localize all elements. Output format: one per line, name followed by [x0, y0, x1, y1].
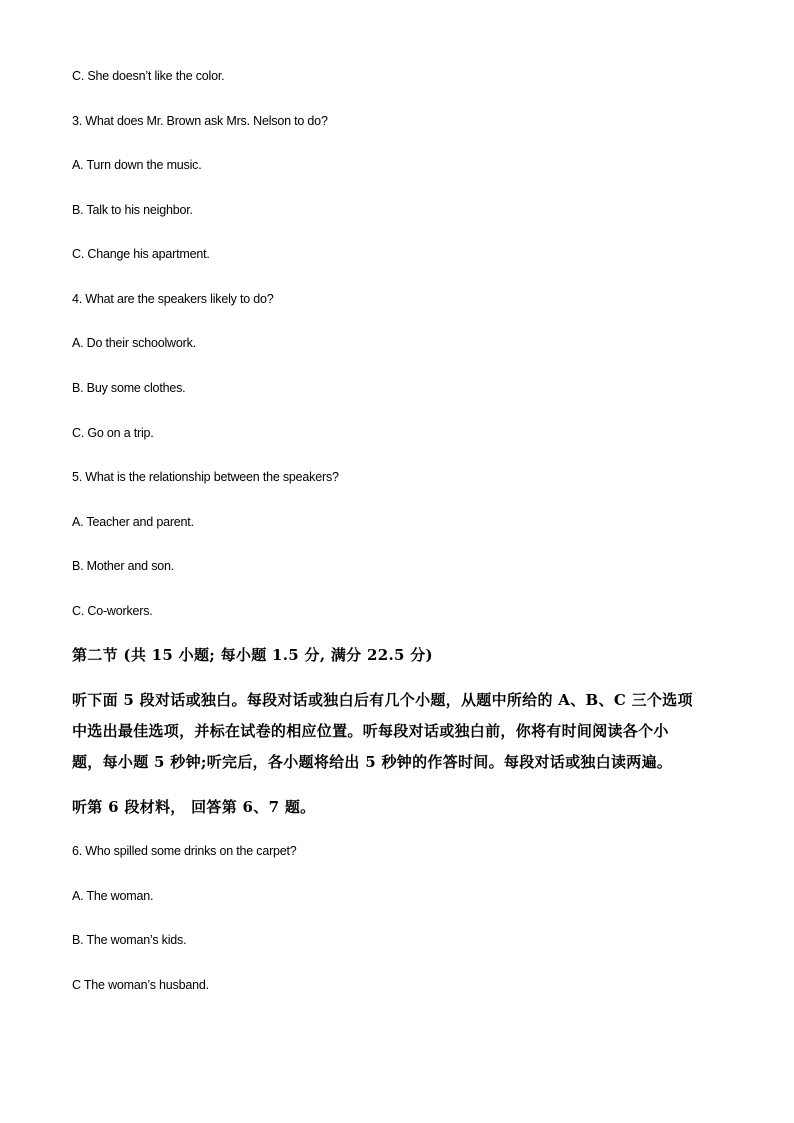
instruction-line: 听下面 5 段对话或独白。每段对话或独白后有几个小题，从题中所给的 A、B、C 三个选项 [72, 691, 693, 709]
q5-option-a: A. Teacher and parent. [72, 515, 194, 529]
q5-question: 5. What is the relationship between the speakers? [72, 470, 339, 484]
material-note: 听第 6 段材料， 回答第 6、7 题。 [72, 798, 316, 816]
q6-option-c: C The woman’s husband. [72, 978, 209, 992]
q6-option-b: B. The woman’s kids. [72, 933, 187, 947]
q3-option-c: C. Change his apartment. [72, 247, 210, 261]
q3-option-a: A. Turn down the music. [72, 158, 202, 172]
q4-option-a: A. Do their schoolwork. [72, 336, 196, 350]
q5-option-b: B. Mother and son. [72, 559, 175, 573]
section-heading: 第二节 (共 15 小题; 每小题 1.5 分, 满分 22.5 分) [72, 646, 433, 664]
q3-question: 3. What does Mr. Brown ask Mrs. Nelson to do? [72, 114, 328, 128]
instruction-line: 中选出最佳选项，并标在试卷的相应位置。听每段对话或独白前，你将有时间阅读各个小 [72, 722, 669, 740]
instruction-line: 题，每小题 5 秒钟;听完后，各小题将给出 5 秒钟的作答时间。每段对话或独白读两遍。 [72, 753, 673, 771]
q5-option-c: C. Co-workers. [72, 604, 153, 618]
q2-option-c: C. She doesn’t like the color. [72, 69, 225, 83]
q6-question: 6. Who spilled some drinks on the carpet? [72, 844, 297, 858]
q4-option-c: C. Go on a trip. [72, 426, 154, 440]
q3-option-b: B. Talk to his neighbor. [72, 203, 193, 217]
q4-option-b: B. Buy some clothes. [72, 381, 186, 395]
q4-question: 4. What are the speakers likely to do? [72, 292, 274, 306]
q6-option-a: A. The woman. [72, 889, 154, 903]
